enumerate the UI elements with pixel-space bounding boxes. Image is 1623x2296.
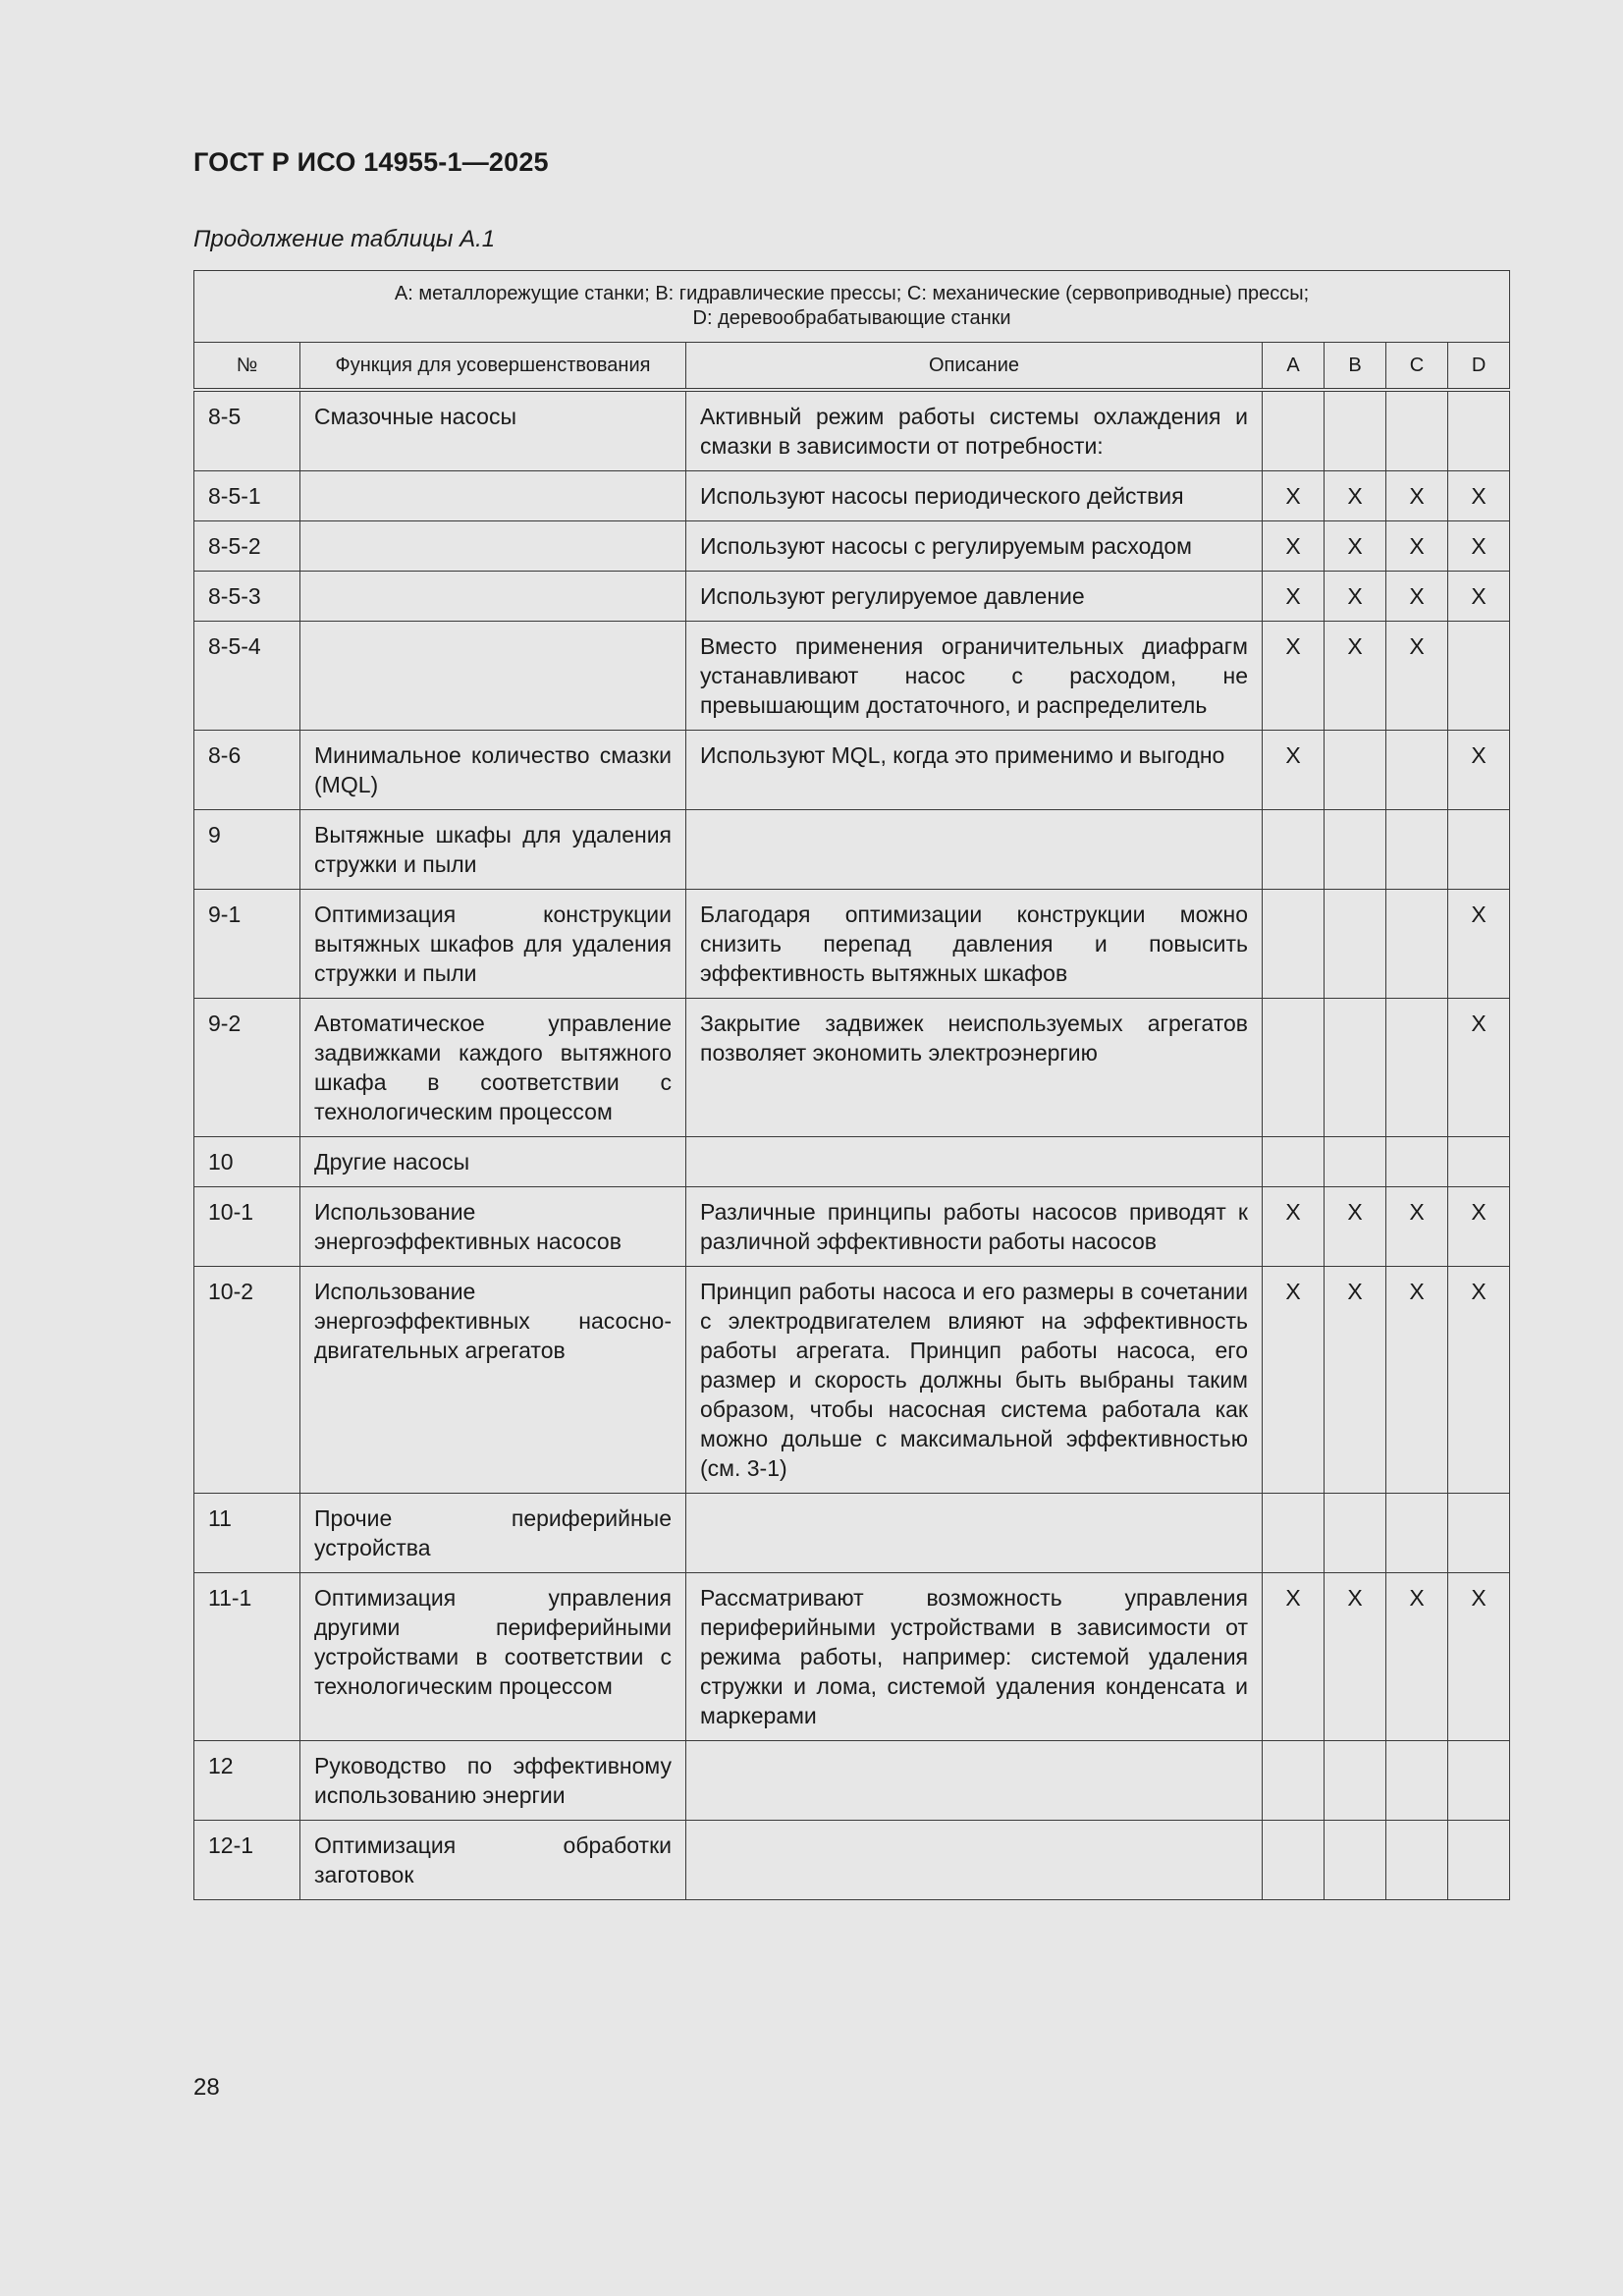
row-function [300,572,686,622]
row-description [686,1741,1263,1821]
mark-c: X [1386,1573,1448,1741]
row-number: 12 [194,1741,300,1821]
mark-a: X [1263,731,1325,810]
mark-a [1263,1821,1325,1900]
mark-c: X [1386,622,1448,731]
mark-b [1325,1494,1386,1573]
table-body [194,390,1510,1900]
row-function: Оптимизация конструкции вытяжных шкафов для удаления стружки и пыли [300,890,686,999]
mark-b [1325,1821,1386,1900]
row-number: 8-5-2 [194,521,300,572]
mark-d: X [1448,572,1510,622]
row-number: 10-1 [194,1187,300,1267]
page-number: 28 [193,2074,220,2101]
mark-c [1386,731,1448,810]
row-number: 9 [194,810,300,890]
mark-d: X [1448,1187,1510,1267]
column-header-num: № [194,343,300,391]
mark-c [1386,1741,1448,1821]
mark-d [1448,1137,1510,1187]
mark-a [1263,1741,1325,1821]
mark-c [1386,1821,1448,1900]
row-function: Смазочные насосы [300,390,686,471]
mark-d: X [1448,890,1510,999]
row-description [686,1821,1263,1900]
mark-a: X [1263,471,1325,521]
mark-a [1263,390,1325,471]
table-row [194,999,1510,1137]
row-function: Руководство по эффективному использованию энергии [300,1741,686,1821]
mark-c [1386,1494,1448,1573]
table-row [194,390,1510,471]
mark-b: X [1325,1267,1386,1494]
mark-d [1448,1821,1510,1900]
row-description: Используют насосы с регулируемым расходом [686,521,1263,572]
mark-c [1386,390,1448,471]
row-description: Различные принципы работы насосов приводят к различной эффективности работы насосов [686,1187,1263,1267]
energy-measures-table [193,270,1510,1900]
document-header: ГОСТ Р ИСО 14955-1—2025 [193,147,549,177]
table-caption: Продолжение таблицы А.1 [193,226,496,252]
row-description [686,810,1263,890]
row-function [300,471,686,521]
row-description: Рассматривают возможность управления периферийными устройствами в зависимости от режима работы, например: системой удаления стружки и лома, системой удаления конденсата и маркерами [686,1573,1263,1741]
row-number: 11-1 [194,1573,300,1741]
table-row [194,1741,1510,1821]
mark-b [1325,999,1386,1137]
row-description: Благодаря оптимизации конструкции можно снизить перепад давления и повысить эффективность вытяжных шкафов [686,890,1263,999]
mark-b [1325,1137,1386,1187]
mark-a [1263,1137,1325,1187]
column-header-a: A [1263,343,1325,391]
mark-a: X [1263,1573,1325,1741]
row-function: Другие насосы [300,1137,686,1187]
mark-d [1448,1494,1510,1573]
table-row [194,1573,1510,1741]
column-header-description: Описание [686,343,1263,391]
table-row [194,1137,1510,1187]
mark-c: X [1386,1187,1448,1267]
row-number: 8-5-1 [194,471,300,521]
row-number: 11 [194,1494,300,1573]
row-description: Принцип работы насоса и его размеры в сочетании с электродвигателем влияют на эффективность работы агрегата. Принцип работы насоса, его размер и скорость должны быть выбраны таким образом, чтобы насосная система работала как можно дольше с максимальной эффективностью (см. 3-1) [686,1267,1263,1494]
mark-d [1448,390,1510,471]
table-row [194,521,1510,572]
row-function: Использование энергоэффективных насосно-двигательных агрегатов [300,1267,686,1494]
machine-type-legend [194,271,1510,343]
mark-d [1448,1741,1510,1821]
mark-d [1448,622,1510,731]
row-description: Используют регулируемое давление [686,572,1263,622]
row-description: Используют насосы периодического действия [686,471,1263,521]
mark-c [1386,999,1448,1137]
row-function: Прочие периферийные устройства [300,1494,686,1573]
mark-a: X [1263,572,1325,622]
row-number: 12-1 [194,1821,300,1900]
mark-b: X [1325,521,1386,572]
mark-c: X [1386,521,1448,572]
mark-d: X [1448,1573,1510,1741]
row-function: Использование энергоэффективных насосов [300,1187,686,1267]
mark-a: X [1263,1267,1325,1494]
mark-b [1325,810,1386,890]
mark-b [1325,390,1386,471]
mark-c: X [1386,1267,1448,1494]
mark-b [1325,1741,1386,1821]
row-number: 8-5-3 [194,572,300,622]
mark-b [1325,731,1386,810]
mark-c [1386,890,1448,999]
mark-a: X [1263,521,1325,572]
table-row [194,810,1510,890]
mark-a [1263,1494,1325,1573]
table-row [194,1267,1510,1494]
row-number: 10-2 [194,1267,300,1494]
mark-d: X [1448,731,1510,810]
mark-b: X [1325,572,1386,622]
mark-a [1263,810,1325,890]
mark-a: X [1263,622,1325,731]
column-header-c: C [1386,343,1448,391]
row-function: Оптимизация обработки заготовок [300,1821,686,1900]
row-description: Активный режим работы системы охлаждения и смазки в зависимости от потребности: [686,390,1263,471]
mark-d: X [1448,521,1510,572]
mark-b: X [1325,471,1386,521]
row-description: Закрытие задвижек неиспользуемых агрегатов позволяет экономить электроэнергию [686,999,1263,1137]
column-header-b: B [1325,343,1386,391]
mark-c [1386,810,1448,890]
column-header-function: Функция для усовершенствования [300,343,686,391]
mark-c: X [1386,572,1448,622]
row-description [686,1137,1263,1187]
mark-d: X [1448,999,1510,1137]
row-description: Используют MQL, когда это применимо и выгодно [686,731,1263,810]
mark-d: X [1448,1267,1510,1494]
table-row [194,890,1510,999]
mark-a [1263,890,1325,999]
mark-c: X [1386,471,1448,521]
table-row [194,1187,1510,1267]
row-number: 9-1 [194,890,300,999]
mark-b: X [1325,1573,1386,1741]
column-header-d: D [1448,343,1510,391]
table-row [194,572,1510,622]
legend-line-2: D: деревообрабатывающие станки [692,307,1011,329]
row-function: Минимальное количество смазки (MQL) [300,731,686,810]
mark-b [1325,890,1386,999]
table-row [194,1494,1510,1573]
mark-b: X [1325,1187,1386,1267]
row-function: Вытяжные шкафы для удаления стружки и пыли [300,810,686,890]
table-row [194,1821,1510,1900]
row-function: Оптимизация управления другими периферийными устройствами в соответствии с технологическим процессом [300,1573,686,1741]
row-function: Автоматическое управление задвижками каждого вытяжного шкафа в соответствии с технологическим процессом [300,999,686,1137]
row-number: 9-2 [194,999,300,1137]
mark-d [1448,810,1510,890]
row-description: Вместо применения ограничительных диафрагм устанавливают насос с расходом, не превышающим достаточного, и распределитель [686,622,1263,731]
table-row [194,471,1510,521]
row-function [300,521,686,572]
row-number: 8-5 [194,390,300,471]
mark-b: X [1325,622,1386,731]
mark-a: X [1263,1187,1325,1267]
mark-a [1263,999,1325,1137]
legend-line-1: A: металлорежущие станки; B: гидравлические прессы; C: механические (сервоприводные) прессы; [394,283,1310,304]
table-row [194,731,1510,810]
mark-d: X [1448,471,1510,521]
row-number: 10 [194,1137,300,1187]
mark-c [1386,1137,1448,1187]
row-number: 8-5-4 [194,622,300,731]
row-number: 8-6 [194,731,300,810]
row-function [300,622,686,731]
table-row [194,622,1510,731]
row-description [686,1494,1263,1573]
